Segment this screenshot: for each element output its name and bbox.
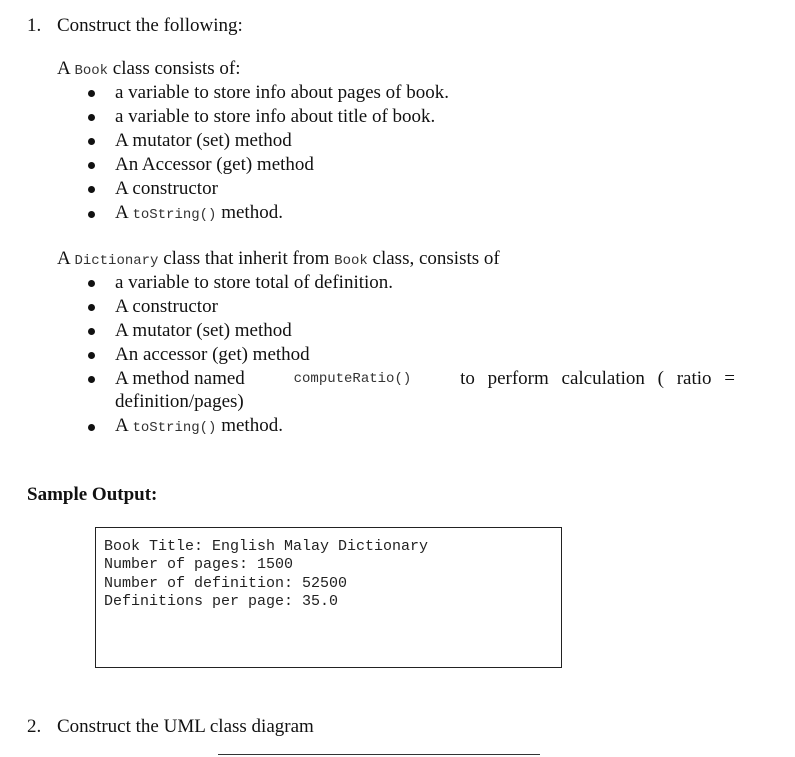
question-1-title: Construct the following:: [57, 15, 243, 36]
book-class-name: Book: [74, 63, 109, 79]
sample-output-box: [95, 527, 562, 668]
book-intro-suffix: class consists of:: [112, 58, 241, 79]
dictionary-class-intro: [57, 248, 500, 270]
parent-class-name: Book: [334, 253, 368, 269]
bullet-icon: [88, 328, 95, 335]
bullet-icon: [88, 162, 95, 169]
dictionary-intro-prefix: A: [57, 248, 70, 269]
book-intro-prefix: A: [57, 58, 70, 79]
list-item: [115, 415, 283, 437]
item-prefix: A: [115, 415, 128, 436]
list-item: An Accessor (get) method: [115, 154, 314, 175]
item-prefix: A method named: [115, 368, 245, 389]
computeratio-method-code: computeRatio(): [293, 371, 412, 387]
bullet-icon: [88, 90, 95, 97]
question-2-number: 2.: [27, 716, 42, 737]
output-line: Definitions per page: 35.0: [104, 593, 339, 610]
book-class-intro: [57, 58, 241, 80]
diagram-divider-line: [218, 754, 540, 755]
list-item: An accessor (get) method: [115, 344, 310, 365]
bullet-icon: [88, 211, 95, 218]
tostring-method-code: toString(): [132, 420, 217, 436]
bullet-icon: [88, 352, 95, 359]
bullet-icon: [88, 280, 95, 287]
sample-output-heading: Sample Output:: [27, 484, 158, 505]
list-item: [115, 202, 283, 224]
list-item: a variable to store total of definition.: [115, 272, 394, 293]
bullet-icon: [88, 424, 95, 431]
list-item: A mutator (set) method: [115, 130, 292, 151]
list-item: a variable to store info about title of book.: [115, 106, 436, 127]
item-prefix: A: [115, 202, 128, 223]
list-item: A constructor: [115, 296, 218, 317]
output-line: Book Title: English Malay Dictionary: [104, 538, 429, 555]
tostring-method-code: toString(): [132, 207, 217, 223]
list-item: a variable to store info about pages of book.: [115, 82, 449, 103]
bullet-icon: [88, 304, 95, 311]
bullet-icon: [88, 138, 95, 145]
bullet-icon: [88, 114, 95, 121]
dictionary-intro-mid: class that inherit from: [163, 248, 330, 269]
list-item: [115, 368, 735, 390]
list-item-continuation: definition/pages): [115, 391, 244, 412]
dictionary-intro-suffix: class, consists of: [372, 248, 500, 269]
output-line: Number of pages: 1500: [104, 556, 294, 573]
question-1-number: 1.: [27, 15, 42, 36]
list-item: A mutator (set) method: [115, 320, 292, 341]
item-suffix: method.: [221, 415, 283, 436]
item-suffix: method.: [221, 202, 283, 223]
question-2-title: Construct the UML class diagram: [57, 716, 314, 737]
dictionary-class-name: Dictionary: [74, 253, 159, 269]
output-line: Number of definition: 52500: [104, 575, 348, 592]
list-item: A constructor: [115, 178, 218, 199]
item-suffix: to perform calculation ( ratio =: [460, 368, 735, 389]
bullet-icon: [88, 186, 95, 193]
bullet-icon: [88, 376, 95, 383]
